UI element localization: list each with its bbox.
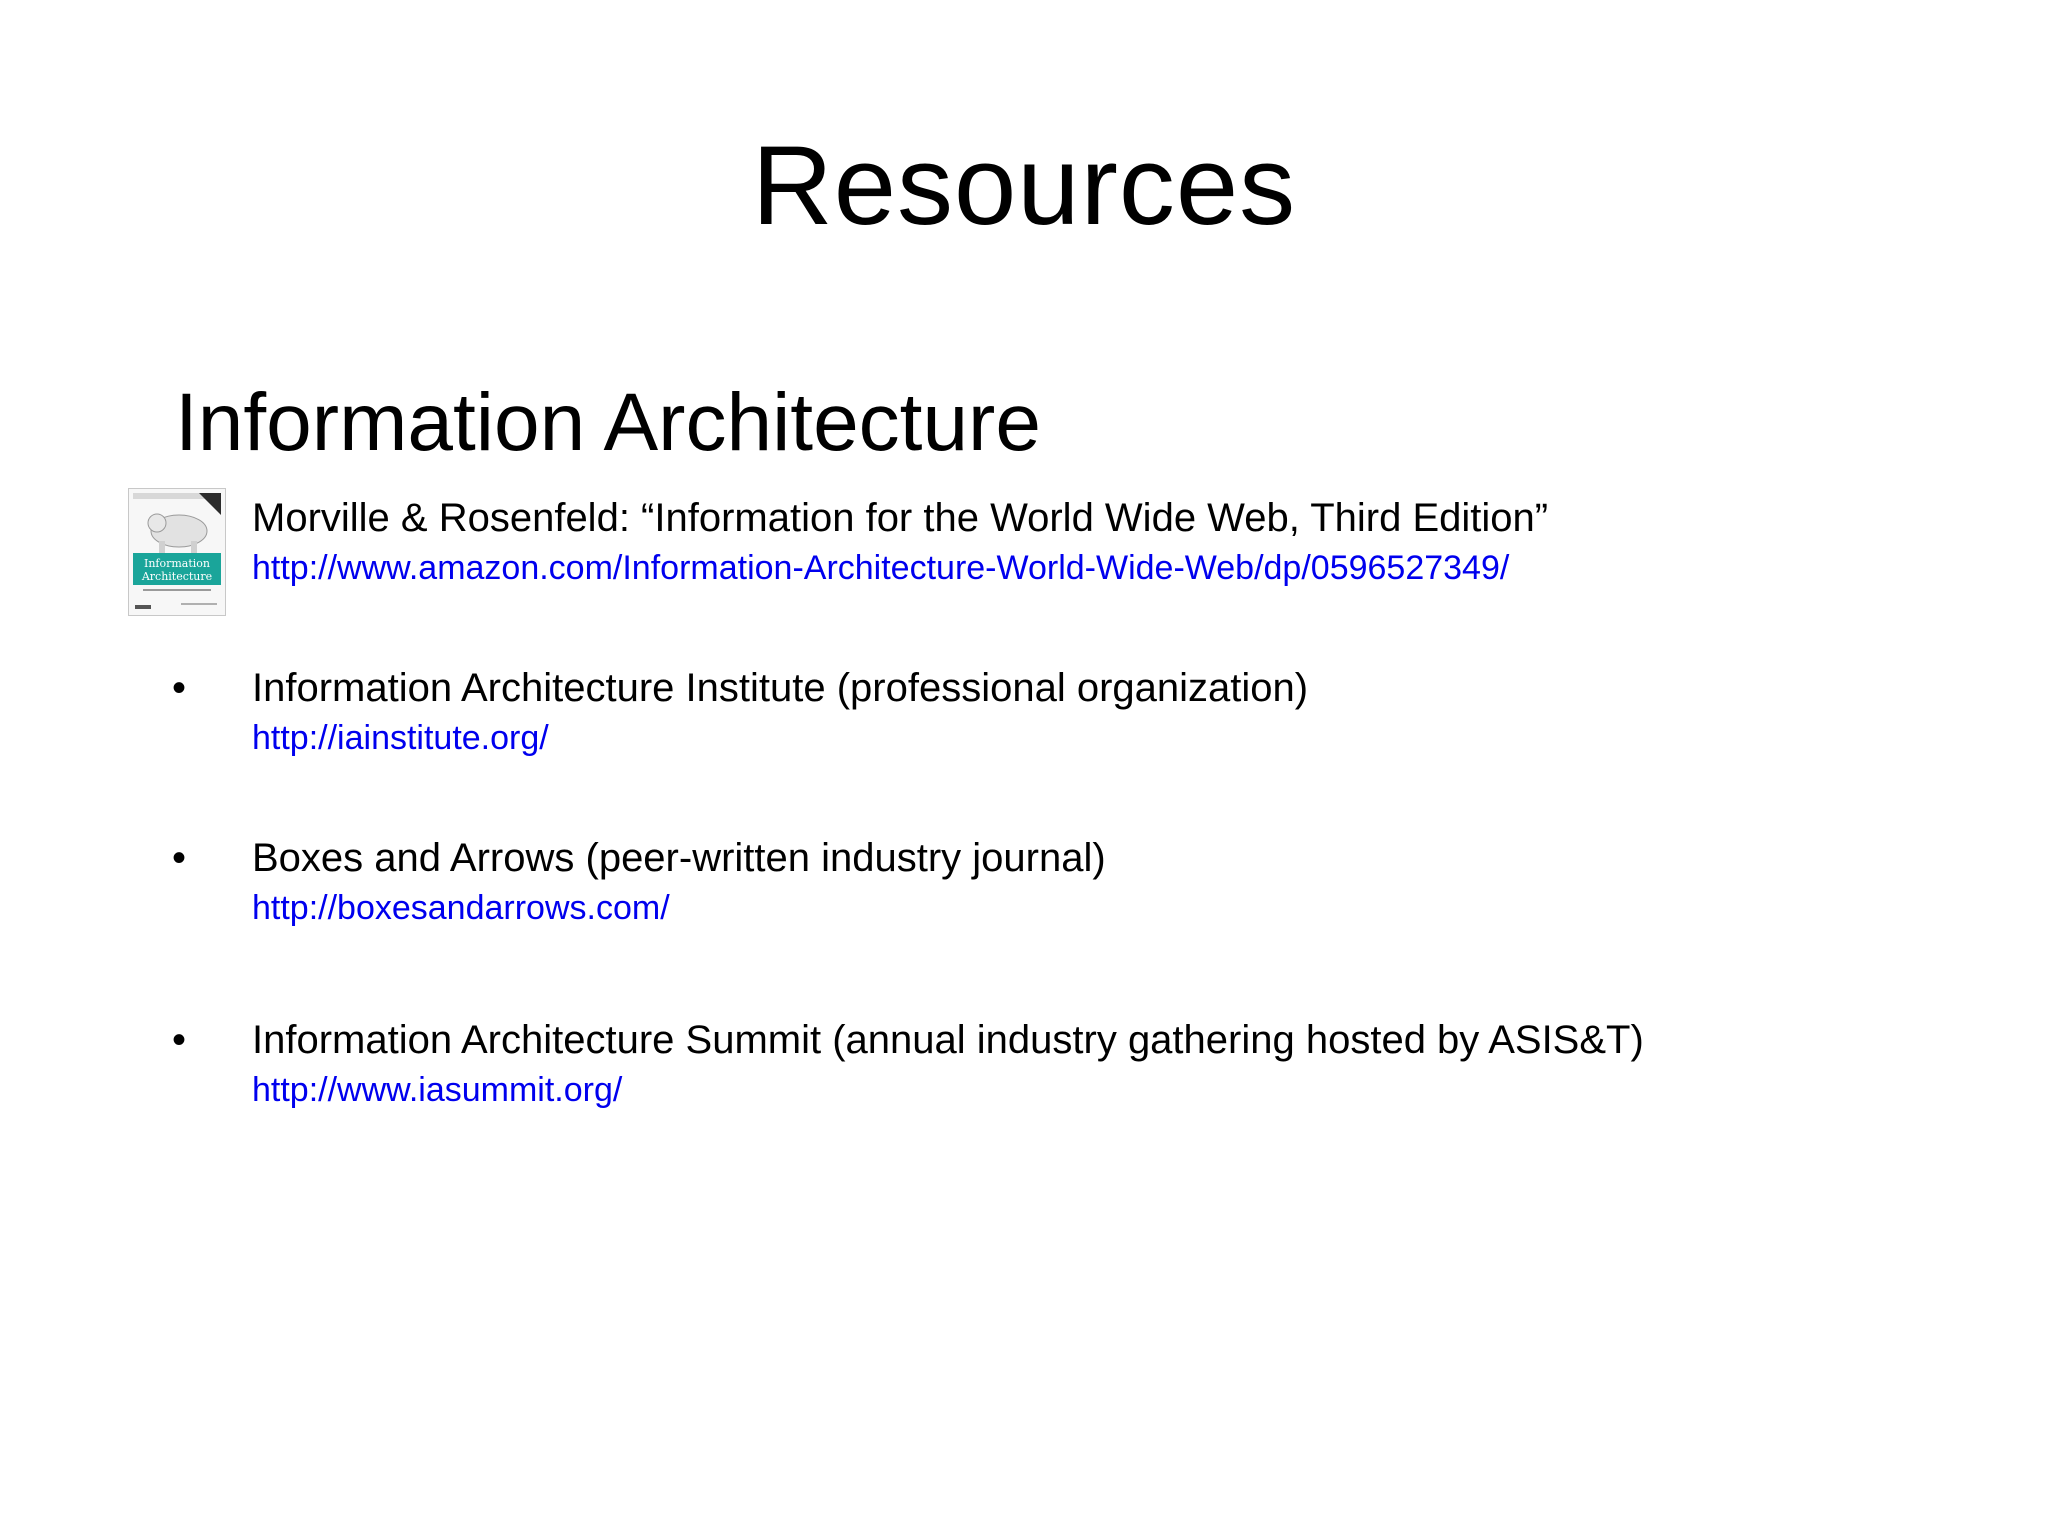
- resource-item: [252, 1016, 1644, 1111]
- resource-link[interactable]: http://www.amazon.com/Information-Architecture-World-Wide-Web/dp/0596527349/: [252, 549, 1510, 587]
- resource-item: [252, 664, 1308, 759]
- resource-title: Information Architecture Institute (professional organization): [252, 666, 1309, 710]
- section-heading: Information Architecture: [175, 377, 1041, 468]
- resource-item: [252, 834, 1106, 929]
- bullet-icon: •: [172, 666, 187, 710]
- book-cover-icon: [128, 488, 226, 616]
- slide-title: Resources: [751, 123, 1297, 248]
- book-cover-title-line1: Information: [143, 557, 211, 570]
- resource-item: [252, 494, 1548, 589]
- resource-title: Boxes and Arrows (peer-written industry journal): [252, 836, 1106, 880]
- resource-link[interactable]: http://boxesandarrows.com/: [252, 889, 670, 927]
- resource-title: Information Architecture Summit (annual industry gathering hosted by ASIS&T): [252, 1018, 1644, 1062]
- resource-link[interactable]: http://iainstitute.org/: [252, 719, 549, 757]
- book-cover-title-line2: Architecture: [141, 570, 213, 583]
- resource-link[interactable]: http://www.iasummit.org/: [252, 1071, 623, 1109]
- bullet-icon: •: [172, 836, 187, 880]
- resource-title: Morville & Rosenfeld: “Information for the World Wide Web, Third Edition”: [252, 496, 1549, 540]
- bullet-icon: •: [172, 1018, 187, 1062]
